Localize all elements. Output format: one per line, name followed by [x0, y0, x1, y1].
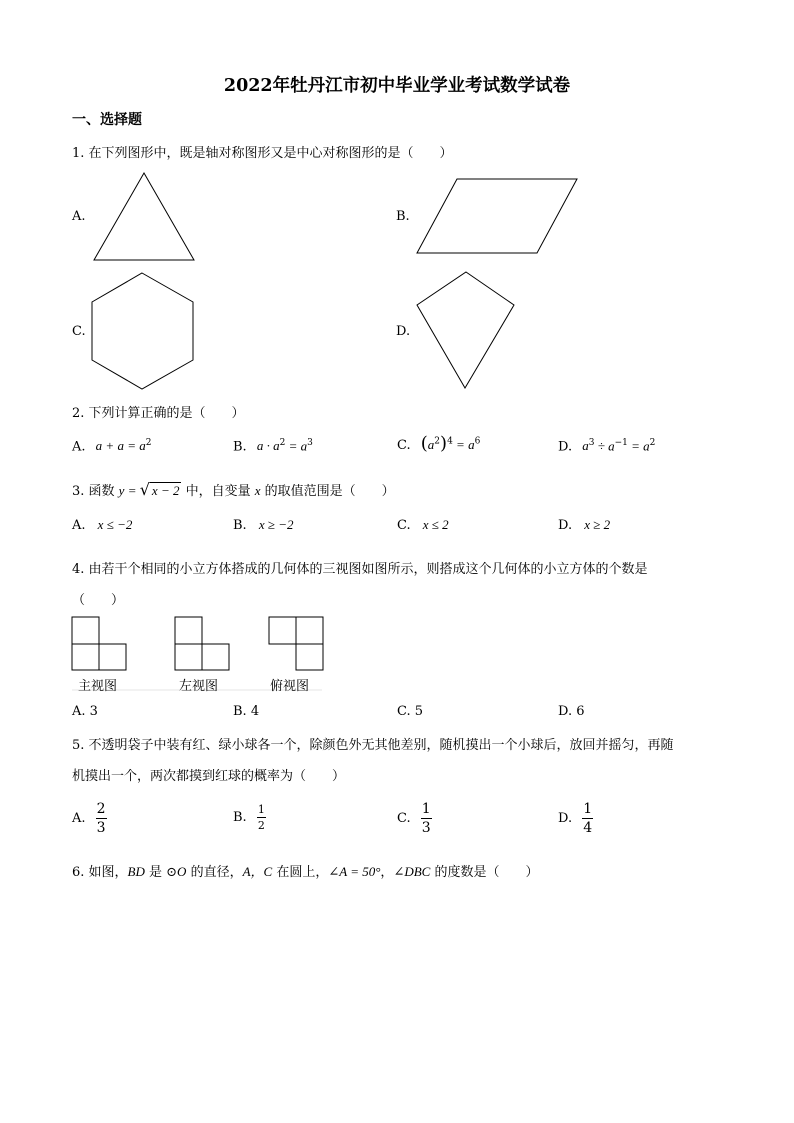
top-view-grid: [269, 617, 323, 670]
q2-option-d-label: D.: [558, 439, 573, 455]
q3-variable: x: [254, 483, 261, 498]
q6-diameter-bd: BD: [127, 864, 145, 879]
q3-option-a-expression: x ≤ −2: [97, 517, 133, 532]
q2-option-c-result-exponent: 6: [474, 436, 481, 447]
q5-option-d-numerator: 1: [583, 801, 593, 817]
q3-option-c-label: C.: [397, 518, 411, 533]
q4-option-b: B. 4: [233, 704, 260, 719]
q2-option-b-label: B.: [233, 439, 247, 455]
q2-option-d-term-1: a: [582, 438, 589, 454]
q3-stem-part-1: 3. 函数: [72, 484, 119, 499]
q3-option-b-expression: x ≥ −2: [258, 517, 294, 532]
q6-stem-part-5: ，: [380, 865, 394, 880]
q3-radicand: x − 2: [151, 483, 180, 498]
q2-option-b-result: = a: [285, 438, 308, 454]
q5-option-b-fraction: [257, 804, 266, 831]
q6-stem-part-6: 的度数是（ ）: [430, 865, 539, 880]
q5-option-b: [233, 804, 266, 831]
q5-option-b-denominator: 2: [257, 819, 265, 832]
q2-option-d-exponent-3: 2: [649, 438, 656, 448]
q1-option-c-label: C.: [72, 324, 86, 339]
q2-option-c-base: a: [427, 437, 435, 452]
q5-option-c-fraction: [421, 802, 432, 835]
q3-option-c-expression: x ≤ 2: [422, 517, 449, 532]
q6-circle-o: ⊙O: [166, 864, 187, 879]
q2-option-d-exponent-2: −1: [614, 438, 628, 448]
q2-option-d-exponent-1: 3: [588, 438, 595, 448]
q4-option-d: D. 6: [558, 704, 585, 719]
q2-option-a-expression: a + a = a: [95, 438, 146, 454]
question-1-stem: 1. 在下列图形中，既是轴对称图形又是中心对称图形的是（ ）: [72, 146, 453, 161]
top-view-label: 俯视图: [270, 679, 310, 694]
q2-option-c-label: C.: [397, 438, 411, 453]
q2-option-b-exponent-1: 2: [279, 438, 286, 448]
q3-option-b-label: B.: [233, 518, 247, 533]
page-title: 2022年牡丹江市初中毕业学业考试数学试卷: [223, 76, 571, 96]
question-6-stem: [72, 861, 538, 880]
q6-angle-dbc: ∠DBC: [393, 864, 431, 879]
q5-option-a-fraction: [96, 802, 107, 835]
q5-option-c-denominator: 3: [421, 820, 431, 836]
q2-option-a-exponent: 2: [145, 438, 152, 448]
q2-option-b-term: a · a: [256, 438, 280, 454]
q5-option-a-label: A.: [72, 811, 86, 826]
q5-option-c-numerator: 1: [421, 801, 431, 817]
left-view-label: 左视图: [179, 679, 219, 694]
q6-angle-a: ∠A = 50°: [328, 864, 381, 879]
section-heading: 一、选择题: [72, 112, 142, 128]
q5-option-c-label: C.: [397, 811, 411, 826]
q2-option-c-inner-exponent: 2: [434, 436, 441, 447]
question-5-stem-line-2: 机摸出一个，两次都摸到红球的概率为（ ）: [72, 769, 346, 784]
q3-stem-part-3: 的取值范围是（ ）: [260, 484, 395, 499]
question-4-stem-line-2: （ ）: [72, 593, 125, 608]
q5-option-a: [72, 802, 107, 835]
q2-option-d-term-2: ÷ a: [594, 438, 615, 454]
q2-option-c-result: = a: [452, 437, 475, 452]
q5-option-d-fraction: [582, 802, 593, 835]
q6-stem-part-1: 6. 如图，: [72, 865, 128, 880]
question-2-stem: 2. 下列计算正确的是（ ）: [72, 406, 245, 421]
left-view-grid: [175, 617, 229, 670]
q5-option-b-numerator: 1: [257, 803, 265, 816]
radical-sign-icon: √: [139, 480, 150, 499]
q3-option-d-expression: x ≥ 2: [584, 517, 611, 532]
q4-option-c: C. 5: [397, 704, 424, 719]
q6-stem-part-3: 的直径，: [186, 865, 243, 880]
q5-option-d: [558, 802, 593, 835]
q1-option-b-label: B.: [396, 209, 410, 224]
q3-function-lhs: y =: [118, 483, 140, 498]
q2-option-c-outer-exponent: 4: [447, 436, 453, 447]
front-view-label: 主视图: [78, 679, 118, 694]
q4-option-a: A. 3: [72, 704, 98, 719]
question-4-stem-line-1: 4. 由若干个相同的小立方体搭成的几何体的三视图如图所示，则搭成这个几何体的小立方体的个数是: [72, 562, 648, 577]
q2-option-a-label: A.: [72, 439, 86, 455]
q5-option-a-denominator: 3: [96, 820, 106, 836]
q5-option-b-label: B.: [233, 810, 247, 825]
question-5-stem-line-1: 5. 不透明袋子中装有红、绿小球各一个，除颜色外无其他差别，随机摸出一个小球后，放回并摇匀，再随: [72, 738, 674, 753]
q5-option-d-label: D.: [558, 811, 573, 826]
q5-option-d-denominator: 4: [583, 820, 593, 836]
q2-option-c: C. $(a^2)^4 = a^6$: [397, 433, 481, 454]
q3-option-a-label: A.: [72, 518, 86, 533]
q6-stem-part-2: 是: [144, 865, 167, 880]
q3-stem-part-2: 中，自变量: [181, 484, 255, 499]
q1-option-a-label: A.: [72, 209, 86, 224]
q5-option-c: [397, 802, 432, 835]
q3-option-d-label: D.: [558, 518, 573, 533]
q2-option-d-result: = a: [627, 438, 650, 454]
q1-option-d-label: D.: [396, 324, 411, 339]
q6-points-ac: A，C: [242, 864, 273, 879]
q6-stem-part-4: 在圆上，: [272, 865, 329, 880]
q5-option-a-numerator: 2: [96, 801, 106, 817]
q2-option-b-exponent-2: 3: [307, 438, 313, 448]
front-view-grid: [72, 617, 126, 670]
